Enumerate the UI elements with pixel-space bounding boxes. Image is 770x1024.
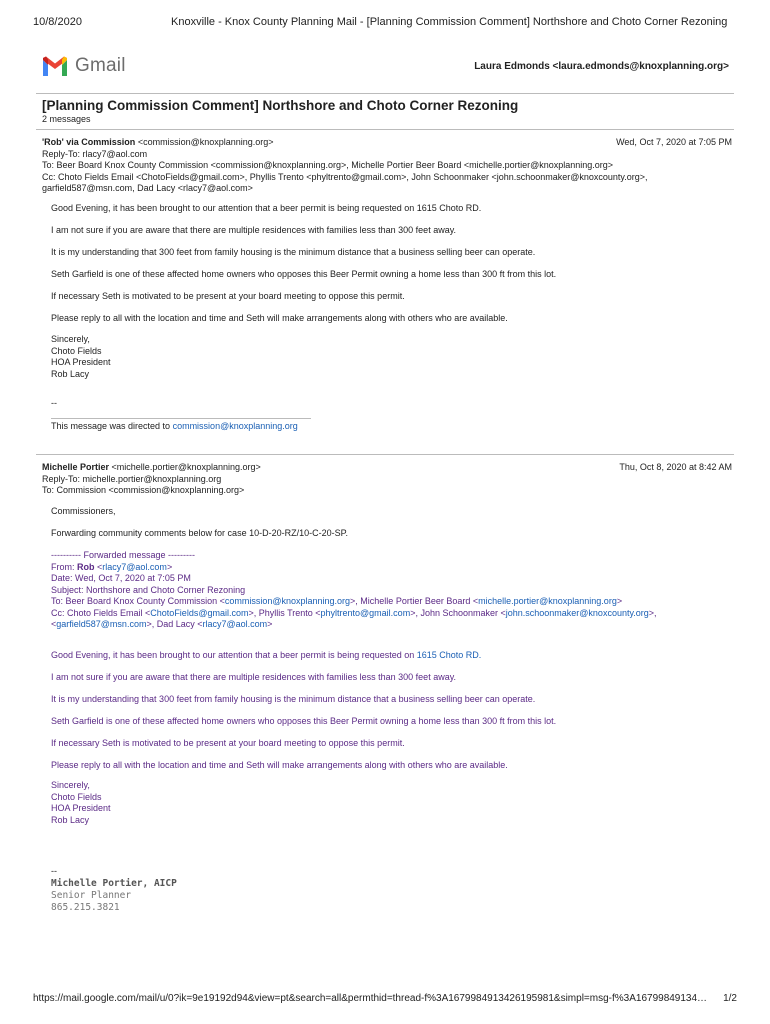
thread-subject: [Planning Commission Comment] Northshore and Choto Corner Rezoning bbox=[42, 98, 519, 113]
forward-note: Forwarding community comments below for case 10-D-20-RZ/10-C-20-SP. bbox=[51, 528, 348, 538]
greeting: Commissioners, bbox=[51, 506, 116, 516]
forwarded-to: To: Beer Board Knox County Commission <commission@knoxplanning.org>, Michelle Portier Beer Board <michelle.portier@knoxplanning.org> bbox=[51, 596, 623, 606]
signature-block bbox=[51, 878, 177, 914]
sender-address: <michelle.portier@knoxplanning.org> bbox=[111, 462, 261, 472]
forwarded-cc-continued: <garfield587@msn.com>, Dad Lacy <rlacy7@aol.com> bbox=[51, 619, 273, 629]
quoted-paragraph: Please reply to all with the location and time and Seth will make arrangements along with others who are available. bbox=[51, 760, 508, 770]
email-link[interactable]: ChotoFields@gmail.com bbox=[150, 607, 249, 618]
message-divider bbox=[36, 129, 734, 130]
body-paragraph: Please reply to all with the location and time and Seth will make arrangements along with others who are available. bbox=[51, 313, 508, 323]
gmail-logo[interactable] bbox=[41, 53, 126, 79]
message-divider bbox=[36, 454, 734, 455]
signature-phone: 865.215.3821 bbox=[51, 902, 120, 913]
forwarded-sender-link[interactable]: rlacy7@aol.com bbox=[102, 561, 167, 572]
message-date: Wed, Oct 7, 2020 at 7:05 PM bbox=[616, 137, 732, 147]
print-title: Knoxville - Knox County Planning Mail - [Planning Commission Comment] Northshore and Choto Corner Rezoning bbox=[171, 16, 728, 28]
quoted-paragraph: I am not sure if you are aware that there are multiple residences with families less than 300 feet away. bbox=[51, 672, 457, 682]
body-paragraph: Good Evening, it has been brought to our attention that a beer permit is being requested on 1615 Choto RD. bbox=[51, 203, 482, 213]
gmail-m-icon bbox=[41, 56, 69, 77]
email-link[interactable]: commission@knoxplanning.org bbox=[224, 596, 351, 606]
signature-title: Senior Planner bbox=[51, 890, 132, 901]
directed-notice: This message was directed to commission@knoxplanning.org bbox=[51, 421, 298, 431]
closing-line: HOA President bbox=[51, 803, 111, 813]
forwarded-date: Date: Wed, Oct 7, 2020 at 7:05 PM bbox=[51, 573, 191, 583]
quoted-closing bbox=[51, 780, 111, 826]
address-link[interactable]: 1615 Choto RD. bbox=[416, 650, 482, 660]
quoted-paragraph: If necessary Seth is motivated to be present at your board meeting to oppose this permit. bbox=[51, 738, 405, 748]
account-identity: Laura Edmonds <laura.edmonds@knoxplanning.org> bbox=[474, 61, 729, 72]
message-2-header bbox=[42, 462, 732, 497]
page-number: 1/2 bbox=[723, 993, 737, 1004]
forwarded-divider: ---------- Forwarded message --------- bbox=[51, 550, 195, 560]
forwarded-subject: Subject: Northshore and Choto Corner Rezoning bbox=[51, 584, 246, 595]
footer-rule bbox=[51, 418, 311, 419]
closing-line: Sincerely, bbox=[51, 780, 90, 790]
email-link[interactable]: john.schoonmaker@knoxcounty.org bbox=[505, 607, 649, 618]
body-paragraph: Seth Garfield is one of these affected home owners who opposes this Beer Permit owning a home less than 300 ft from this lot. bbox=[51, 269, 557, 279]
print-url: https://mail.google.com/mail/u/0?ik=9e19192d94&view=pt&search=all&permthid=thread-f%3A1679984913426195981&simpl=msg-f%3A16799849134… bbox=[33, 993, 708, 1004]
closing-line: Sincerely, bbox=[51, 334, 90, 344]
closing-line: Choto Fields bbox=[51, 791, 102, 802]
body-paragraph: I am not sure if you are aware that there are multiple residences with families less than 300 feet away. bbox=[51, 225, 457, 235]
message-count: 2 messages bbox=[42, 114, 91, 124]
closing-line: Rob Lacy bbox=[51, 368, 90, 379]
message-1-closing bbox=[51, 334, 111, 380]
sender-name: Michelle Portier bbox=[42, 462, 110, 472]
reply-to: Reply-To: rlacy7@aol.com bbox=[42, 148, 148, 159]
gmail-wordmark: Gmail bbox=[75, 55, 126, 76]
print-date: 10/8/2020 bbox=[33, 16, 82, 28]
to-recipients: To: Beer Board Knox County Commission <commission@knoxplanning.org>, Michelle Portier Beer Board <michelle.portier@knoxplanning.org> bbox=[42, 160, 614, 170]
to-recipients: To: Commission <commission@knoxplanning.org> bbox=[42, 485, 245, 495]
signature-dash: -- bbox=[51, 866, 57, 876]
message-date: Thu, Oct 8, 2020 at 8:42 AM bbox=[619, 462, 732, 472]
sender-address: <commission@knoxplanning.org> bbox=[137, 137, 274, 147]
signature-name: Michelle Portier, AICP bbox=[51, 878, 177, 889]
email-link[interactable]: garfield587@msn.com bbox=[56, 619, 147, 629]
quoted-paragraph: Seth Garfield is one of these affected home owners who opposes this Beer Permit owning a home less than 300 ft from this lot. bbox=[51, 716, 557, 726]
quoted-paragraph: Good Evening, it has been brought to our attention that a beer permit is being requested on 1615 Choto RD. bbox=[51, 650, 482, 660]
message-1-header bbox=[42, 137, 732, 195]
cc-recipients: Cc: Choto Fields Email <ChotoFields@gmail.com>, Phyllis Trento <phyltrento@gmail.com>, John Schoonmaker <john.schoonmaker@knoxcounty.org>, bbox=[42, 171, 648, 182]
email-link[interactable]: michelle.portier@knoxplanning.org bbox=[478, 596, 617, 606]
quoted-paragraph: It is my understanding that 300 feet from family housing is the minimum distance that a business selling beer can operate. bbox=[51, 694, 536, 704]
email-link[interactable]: rlacy7@aol.com bbox=[202, 619, 268, 629]
cc-recipients-continued: garfield587@msn.com, Dad Lacy <rlacy7@aol.com> bbox=[42, 183, 253, 193]
email-link[interactable]: phyltrento@gmail.com bbox=[320, 607, 411, 618]
sender-name: 'Rob' via Commission bbox=[42, 137, 136, 147]
directed-link[interactable]: commission@knoxplanning.org bbox=[172, 421, 298, 431]
forwarded-sender: Rob bbox=[77, 561, 95, 572]
forwarded-header-block: ---------- Forwarded message --------- From: Rob <rlacy7@aol.com> Date: Wed, Oct 7, 2020 at 7:05 PM Subject: Northshore and Choto Corner Rezoning To: Beer Board Knox County Commission <commission@knoxplanning.org>, Michelle Portier Beer Board <michelle.portier@knoxplanning.org> Cc: Choto Fields Email <ChotoFields@gmail.com>, Phyllis Trento <phyltrento@gmail.com>, John Schoonmaker <john.schoonmaker@knoxcounty.org>, <garfield587@msn.com>, Dad Lacy <rlacy7@aol.com> bbox=[51, 550, 657, 629]
reply-to: Reply-To: michelle.portier@knoxplanning.org bbox=[42, 473, 222, 484]
closing-line: HOA President bbox=[51, 357, 111, 367]
closing-line: Choto Fields bbox=[51, 345, 102, 356]
signature-dash: -- bbox=[51, 398, 57, 408]
header-divider bbox=[36, 93, 734, 94]
forwarded-cc: Cc: Choto Fields Email <ChotoFields@gmail.com>, Phyllis Trento <phyltrento@gmail.com>, John Schoonmaker <john.schoonmaker@knoxcounty.org>, bbox=[51, 607, 657, 618]
body-paragraph: If necessary Seth is motivated to be present at your board meeting to oppose this permit. bbox=[51, 291, 405, 301]
body-paragraph: It is my understanding that 300 feet from family housing is the minimum distance that a business selling beer can operate. bbox=[51, 247, 536, 257]
closing-line: Rob Lacy bbox=[51, 814, 90, 825]
